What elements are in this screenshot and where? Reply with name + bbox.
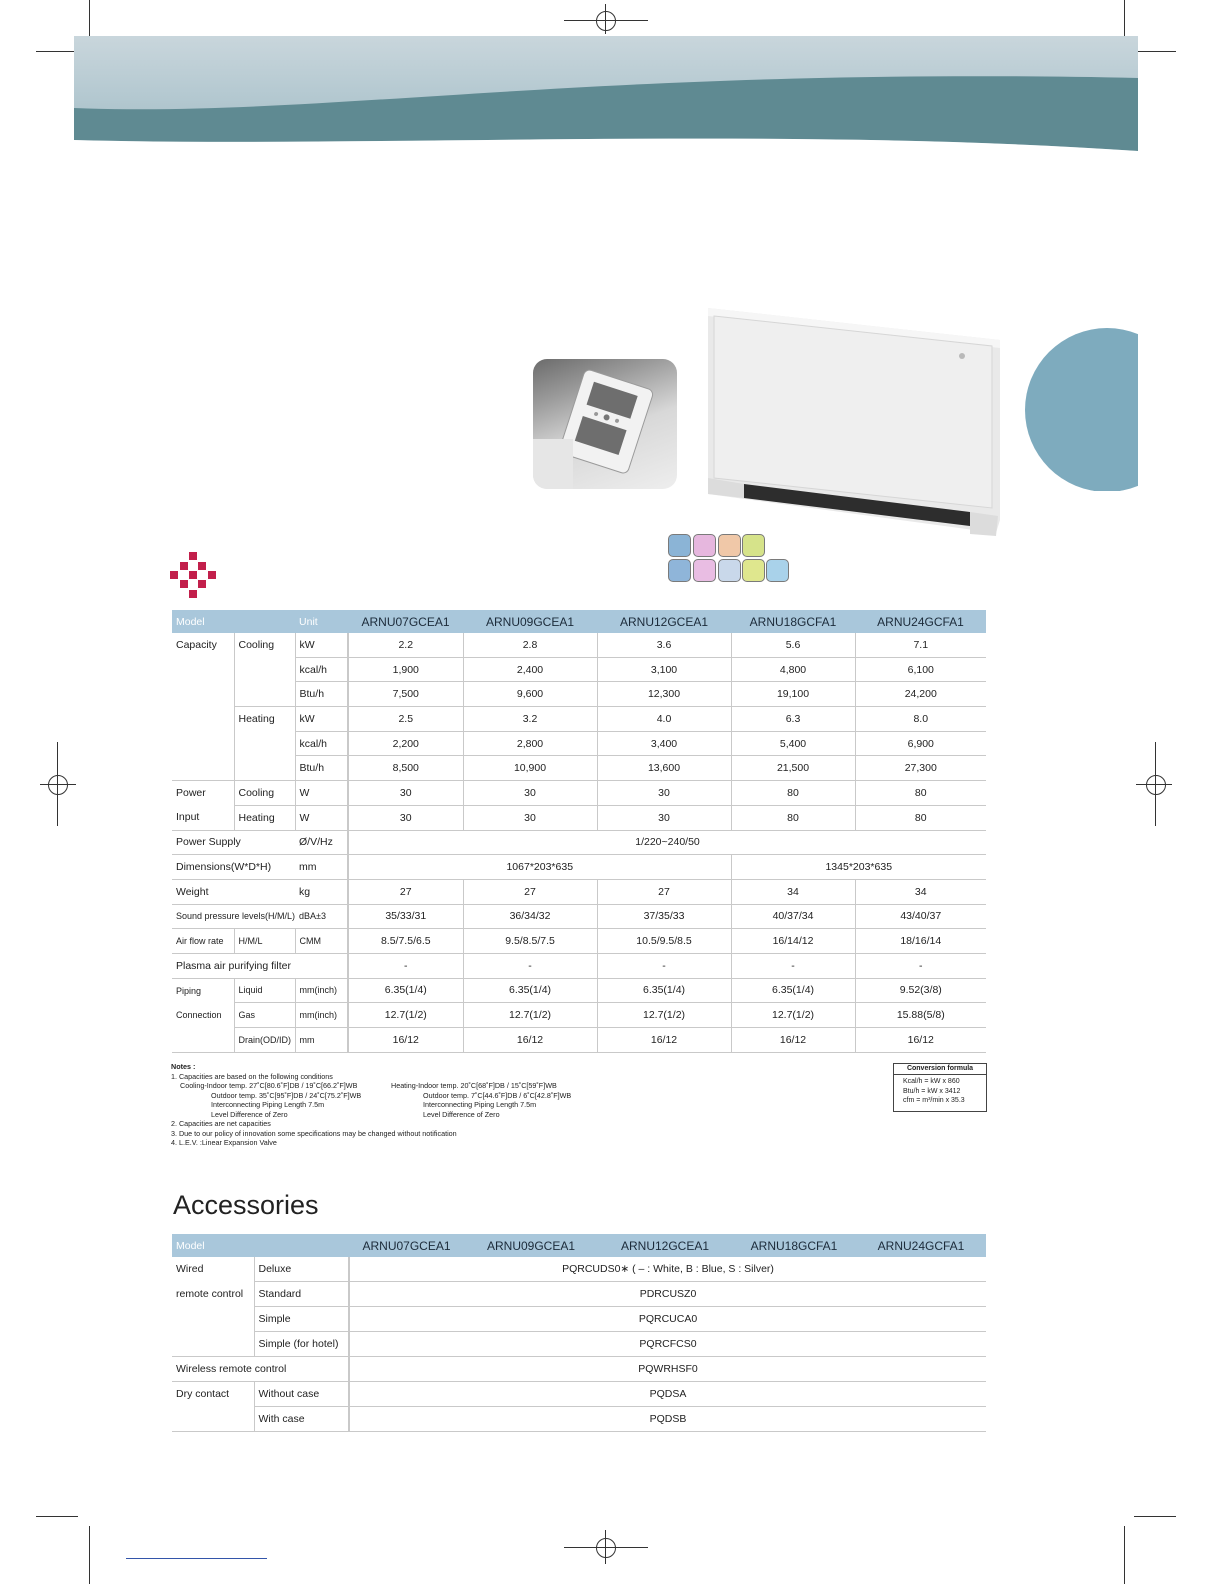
model-column-header: ARNU07GCEA1	[348, 610, 463, 633]
model-column-header: ARNU24GCFA1	[855, 610, 986, 633]
unit-cell: W	[295, 805, 348, 830]
specification-table	[172, 610, 986, 1053]
dimensions-label: Dimensions(W*D*H)	[172, 855, 295, 880]
accessories-title: Accessories	[173, 1190, 319, 1220]
decorative-circle	[1025, 328, 1138, 491]
model-header: Model	[172, 610, 295, 633]
brand-logo-mark	[170, 552, 218, 600]
table-row	[172, 953, 986, 978]
model-column-header: ARNU12GCEA1	[598, 1234, 732, 1257]
crop-mark	[89, 0, 90, 40]
value-cell: 30	[463, 781, 597, 806]
power-supply-label: Power Supply	[172, 830, 295, 855]
value-cell: 6.35(1/4)	[348, 978, 463, 1003]
value-cell: 34	[731, 879, 855, 904]
heating-label: Heating	[234, 805, 295, 830]
hot-start-icon	[718, 534, 741, 557]
value-cell: 80	[855, 781, 986, 806]
value-cell: 27	[348, 879, 463, 904]
value-cell: 6.35(1/4)	[463, 978, 597, 1003]
table-row	[172, 781, 986, 806]
piping-label: Piping	[176, 985, 202, 996]
unit-cell: dBA±3	[295, 904, 348, 929]
crop-mark	[1134, 1516, 1176, 1517]
registration-mark	[596, 1538, 616, 1558]
accessories-header-row	[172, 1234, 986, 1257]
value-cell: 80	[855, 805, 986, 830]
value-cell: 8.5/7.5/6.5	[348, 929, 463, 954]
note-condition: Level Difference of Zero	[423, 1109, 500, 1119]
value-cell: 30	[348, 805, 463, 830]
table-row	[172, 805, 986, 830]
value-cell: 3.6	[597, 633, 731, 657]
table-row	[172, 1282, 986, 1307]
air-flow-label: Air flow rate	[172, 929, 234, 954]
value-cell: 9,600	[463, 682, 597, 707]
footer-rule	[126, 1558, 267, 1559]
value-cell: 12.7(1/2)	[731, 1003, 855, 1028]
table-row	[172, 1028, 986, 1053]
crop-mark	[1134, 51, 1176, 52]
remote-control-label: remote control	[176, 1288, 244, 1300]
table-row	[172, 682, 986, 707]
value-cell: 36/34/32	[463, 904, 597, 929]
note-condition: Outdoor temp. 7˚C[44.6˚F]DB / 6˚C[42.8˚F]WB	[423, 1090, 572, 1100]
unit-cell: Btu/h	[295, 682, 348, 707]
weight-label: Weight	[172, 879, 295, 904]
group-control-icon	[742, 559, 765, 582]
table-row	[172, 1332, 986, 1357]
unit-cell: kcal/h	[295, 657, 348, 682]
value-cell: -	[731, 953, 855, 978]
note-condition: Interconnecting Piping Length 7.5m	[423, 1100, 537, 1109]
table-row	[172, 1257, 986, 1282]
registration-mark	[48, 775, 68, 795]
unit-cell: mm	[295, 855, 348, 880]
accessories-table	[172, 1234, 986, 1432]
child-lock-icon	[718, 559, 741, 582]
feature-icons	[668, 534, 790, 582]
value-cell: 24,200	[855, 682, 986, 707]
value-cell: 27	[597, 879, 731, 904]
input-label: Input	[172, 805, 234, 830]
without-case-value: PQDSA	[349, 1382, 986, 1407]
conversion-line: Kcal/h = kW x 860	[903, 1078, 960, 1085]
value-cell: 16/12	[348, 1028, 463, 1053]
cooling-label: Cooling	[234, 781, 295, 806]
hotel-label: Simple (for hotel)	[254, 1332, 349, 1357]
value-cell: 9.5/8.5/7.5	[463, 929, 597, 954]
with-case-label: With case	[254, 1407, 349, 1432]
value-cell: 12.7(1/2)	[597, 1003, 731, 1028]
crop-mark	[1124, 0, 1125, 40]
unit-cell: Ø/V/Hz	[295, 830, 348, 855]
table-row	[172, 929, 986, 954]
value-cell: 10.5/9.5/8.5	[597, 929, 731, 954]
model-column-header: ARNU12GCEA1	[597, 610, 731, 633]
dimensions-value: 1345*203*635	[731, 855, 986, 880]
registration-mark	[596, 11, 616, 31]
value-cell: -	[855, 953, 986, 978]
value-cell: 6.3	[731, 707, 855, 732]
model-column-header: ARNU24GCFA1	[856, 1234, 986, 1257]
value-cell: -	[597, 953, 731, 978]
value-cell: 2,400	[463, 657, 597, 682]
note-condition: Cooling-Indoor temp. 27˚C[80.6˚F]DB / 19˚C[66.2˚F]WB	[180, 1081, 358, 1090]
note-condition: Heating-Indoor temp. 20˚C[68˚F]DB / 15˚C[59˚F]WB	[391, 1081, 557, 1090]
heating-label: Heating	[234, 707, 295, 781]
value-cell: 7.1	[855, 633, 986, 657]
value-cell: 16/14/12	[731, 929, 855, 954]
value-cell: 16/12	[731, 1028, 855, 1053]
crop-mark	[36, 51, 78, 52]
model-column-header: ARNU18GCFA1	[732, 1234, 856, 1257]
value-cell: 21,500	[731, 756, 855, 781]
table-row	[172, 657, 986, 682]
spec-header-row	[172, 610, 986, 633]
conversion-title: Conversion formula	[894, 1064, 986, 1075]
dimensions-value: 1067*203*635	[348, 855, 731, 880]
value-cell: 4,800	[731, 657, 855, 682]
value-cell: 16/12	[463, 1028, 597, 1053]
wireless-value: PQWRHSF0	[349, 1357, 986, 1382]
value-cell: 12.7(1/2)	[348, 1003, 463, 1028]
value-cell: 16/12	[597, 1028, 731, 1053]
deluxe-value: PQRCUDS0∗ ( – : White, B : Blue, S : Silver)	[349, 1257, 986, 1282]
crop-mark	[1124, 1526, 1125, 1584]
value-cell: 80	[731, 781, 855, 806]
note-line: 4. L.E.V. :Linear Expansion Valve	[171, 1138, 277, 1147]
note-condition: Outdoor temp. 35˚C[95˚F]DB / 24˚C[75.2˚F]WB	[211, 1090, 362, 1100]
unit-cell: kcal/h	[295, 731, 348, 756]
table-row	[172, 633, 986, 657]
weekly-timer-icon	[693, 559, 716, 582]
table-row	[172, 904, 986, 929]
table-row	[172, 1357, 986, 1382]
value-cell: 19,100	[731, 682, 855, 707]
air-flow-sub-label: H/M/L	[234, 929, 295, 954]
unit-cell: kW	[295, 633, 348, 657]
value-cell: 3,400	[597, 731, 731, 756]
value-cell: 8,500	[348, 756, 463, 781]
value-cell: 30	[463, 805, 597, 830]
wired-label: Wired	[176, 1263, 204, 1276]
value-cell: 27	[463, 879, 597, 904]
value-cell: 10,900	[463, 756, 597, 781]
value-cell: 2,800	[463, 731, 597, 756]
value-cell: 37/35/33	[597, 904, 731, 929]
value-cell: 1,900	[348, 657, 463, 682]
value-cell: 27,300	[855, 756, 986, 781]
value-cell: 6,100	[855, 657, 986, 682]
model-header: Model	[172, 1234, 349, 1257]
standard-value: PDRCUSZ0	[349, 1282, 986, 1307]
note-line: 1. Capacities are based on the following conditions	[171, 1071, 333, 1081]
gas-label: Gas	[234, 1003, 295, 1028]
standard-label: Standard	[254, 1282, 349, 1307]
table-row	[172, 830, 986, 855]
value-cell: 18/16/14	[855, 929, 986, 954]
soft-dry-icon	[668, 559, 691, 582]
remote-control-photo	[533, 359, 677, 489]
value-cell: 9.52(3/8)	[855, 978, 986, 1003]
hotel-value: PQRCFCS0	[349, 1332, 986, 1357]
value-cell: 35/33/31	[348, 904, 463, 929]
deluxe-label: Deluxe	[254, 1257, 349, 1282]
registration-mark	[1146, 775, 1166, 795]
table-row	[172, 707, 986, 732]
unit-cell: CMM	[295, 929, 348, 954]
simple-value: PQRCUCA0	[349, 1307, 986, 1332]
value-cell: -	[463, 953, 597, 978]
table-row	[172, 1407, 986, 1432]
note-condition: Level Difference of Zero	[211, 1109, 288, 1119]
sound-label: Sound pressure levels(H/M/L)	[172, 904, 295, 929]
conversion-line: cfm = m³/min x 35.3	[903, 1097, 965, 1104]
table-row	[172, 1003, 986, 1028]
capacity-label: Capacity	[172, 633, 234, 781]
unit-cell: mm(inch)	[295, 1003, 348, 1028]
model-column-header: ARNU09GCEA1	[464, 1234, 598, 1257]
with-case-value: PQDSB	[349, 1407, 986, 1432]
value-cell: 7,500	[348, 682, 463, 707]
unit-header: Unit	[295, 610, 348, 633]
value-cell: 2.5	[348, 707, 463, 732]
value-cell: 2,200	[348, 731, 463, 756]
note-line: 3. Due to our policy of innovation some specifications may be changed without notification	[171, 1128, 457, 1138]
table-row	[172, 731, 986, 756]
model-column-header: ARNU09GCEA1	[463, 610, 597, 633]
value-cell: 30	[597, 781, 731, 806]
unit-cell: kg	[295, 879, 348, 904]
plasma-label: Plasma air purifying filter	[172, 953, 348, 978]
table-row	[172, 756, 986, 781]
note-condition: Interconnecting Piping Length 7.5m	[211, 1100, 325, 1109]
indoor-unit-photo	[700, 308, 1005, 540]
unit-cell: kW	[295, 707, 348, 732]
value-cell: 40/37/34	[731, 904, 855, 929]
auto-restart-icon	[742, 534, 765, 557]
power-label: Power	[176, 787, 206, 800]
header-wave-banner	[74, 36, 1138, 151]
value-cell: 43/40/37	[855, 904, 986, 929]
value-cell: 34	[855, 879, 986, 904]
unit-cell: Btu/h	[295, 756, 348, 781]
value-cell: 5,400	[731, 731, 855, 756]
connection-label: Connection	[176, 1010, 222, 1021]
liquid-label: Liquid	[234, 978, 295, 1003]
crop-mark	[36, 1516, 78, 1517]
without-case-label: Without case	[254, 1382, 349, 1407]
cooling-label: Cooling	[234, 633, 295, 707]
notes-title: Notes :	[171, 1062, 196, 1071]
simple-label: Simple	[254, 1307, 349, 1332]
value-cell: 3,100	[597, 657, 731, 682]
value-cell: 12.7(1/2)	[463, 1003, 597, 1028]
table-row	[172, 855, 986, 880]
table-row	[172, 1382, 986, 1407]
conversion-line: Btu/h = kW x 3412	[903, 1087, 961, 1095]
value-cell: 2.8	[463, 633, 597, 657]
value-cell: 5.6	[731, 633, 855, 657]
self-diagnosis-icon	[766, 559, 789, 582]
value-cell: 15.88(5/8)	[855, 1003, 986, 1028]
table-row	[172, 879, 986, 904]
value-cell: 13,600	[597, 756, 731, 781]
wireless-label: Wireless remote control	[172, 1357, 349, 1382]
conversion-formula-box	[893, 1063, 987, 1112]
crop-mark	[89, 1526, 90, 1584]
value-cell: 12,300	[597, 682, 731, 707]
drain-label: Drain(OD/ID)	[234, 1028, 295, 1053]
value-cell: 30	[597, 805, 731, 830]
value-cell: 6.35(1/4)	[731, 978, 855, 1003]
unit-cell: mm	[295, 1028, 348, 1053]
value-cell: 8.0	[855, 707, 986, 732]
unit-cell: mm(inch)	[295, 978, 348, 1003]
value-cell: -	[348, 953, 463, 978]
value-cell: 16/12	[855, 1028, 986, 1053]
value-cell: 4.0	[597, 707, 731, 732]
table-row	[172, 978, 986, 1003]
value-cell: 6,900	[855, 731, 986, 756]
model-column-header: ARNU07GCEA1	[349, 1234, 464, 1257]
dry-contact-label: Dry contact	[176, 1388, 230, 1401]
auto-clean-icon	[693, 534, 716, 557]
value-cell: 30	[348, 781, 463, 806]
notes	[171, 1062, 771, 1148]
plasma-icon	[668, 534, 691, 557]
value-cell: 6.35(1/4)	[597, 978, 731, 1003]
value-cell: 80	[731, 805, 855, 830]
table-row	[172, 1307, 986, 1332]
power-supply-value: 1/220~240/50	[348, 830, 986, 855]
unit-cell: W	[295, 781, 348, 806]
note-line: 2. Capacities are net capacities	[171, 1119, 271, 1128]
value-cell: 2.2	[348, 633, 463, 657]
model-column-header: ARNU18GCFA1	[731, 610, 855, 633]
value-cell: 3.2	[463, 707, 597, 732]
